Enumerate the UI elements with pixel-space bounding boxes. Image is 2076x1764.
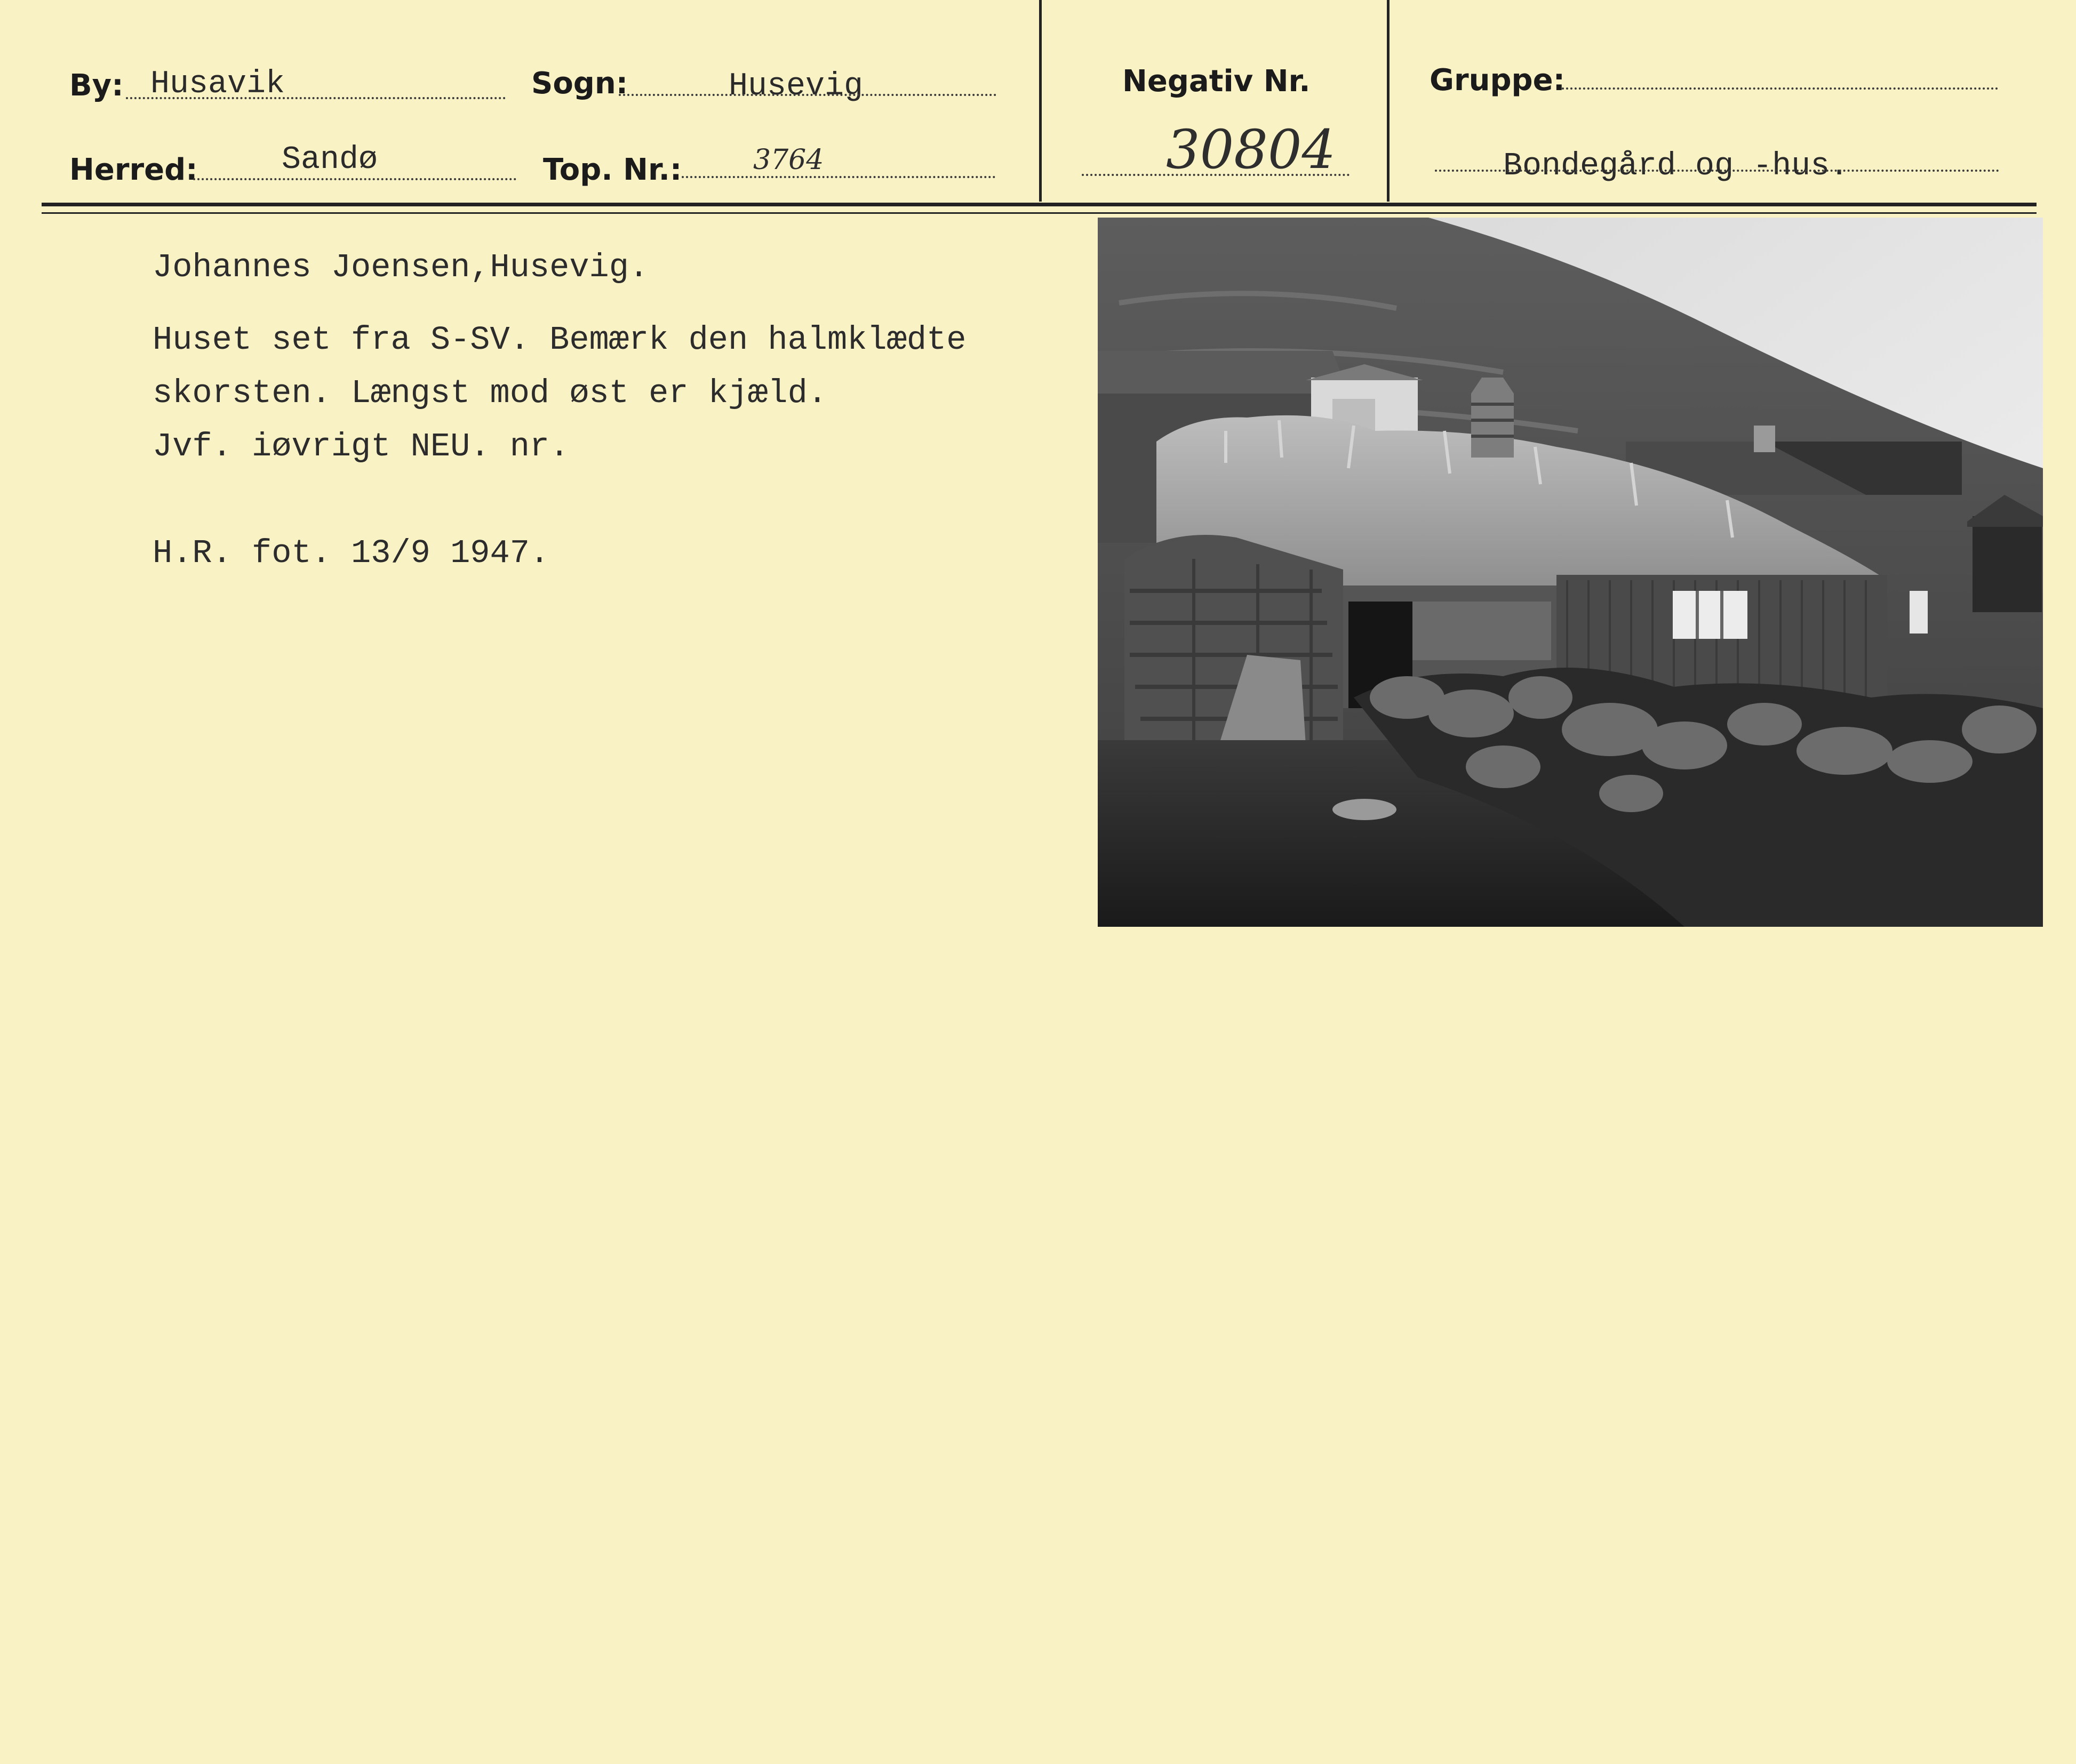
by-field-line <box>126 97 506 99</box>
by-label: By: <box>69 68 124 103</box>
top-nr-field-line <box>682 176 995 178</box>
top-nr-value: 3764 <box>753 144 824 176</box>
header-divider <box>1039 0 1042 202</box>
top-nr-label: Top. Nr.: <box>543 153 682 187</box>
header-rule <box>42 203 2037 206</box>
description-line-3: Jvf. iøvrigt NEU. nr. <box>153 428 570 466</box>
sogn-value: Husevig <box>729 68 864 105</box>
house-photo-image <box>1098 218 2043 927</box>
negativ-nr-value: 30804 <box>1166 118 1336 181</box>
sogn-field-line <box>619 94 996 96</box>
negativ-nr-field-line <box>1082 174 1350 176</box>
description-line-2: skorsten. Længst mod øst er kjæld. <box>153 374 828 412</box>
header-rule <box>42 212 2037 214</box>
description-line-1: Huset set fra S-SV. Bemærk den halmklædte <box>153 321 967 359</box>
gruppe-field-line-1 <box>1562 87 1998 90</box>
herred-label: Herred: <box>69 153 198 187</box>
mounted-photo <box>1098 218 2043 927</box>
gruppe-value: Bondegård og -hus. <box>1503 148 1849 185</box>
by-value: Husavik <box>150 66 285 102</box>
herred-value: Sandø <box>282 142 378 178</box>
gruppe-field-line-2 <box>1435 170 1999 172</box>
owner-line: Johannes Joensen,Husevig. <box>153 248 649 286</box>
gruppe-label: Gruppe: <box>1430 63 1565 98</box>
header-divider <box>1387 0 1390 202</box>
negativ-nr-label: Negativ Nr. <box>1122 64 1311 99</box>
photographer-line: H.R. fot. 13/9 1947. <box>153 534 550 572</box>
sogn-label: Sogn: <box>531 66 628 101</box>
herred-field-line <box>193 178 516 180</box>
